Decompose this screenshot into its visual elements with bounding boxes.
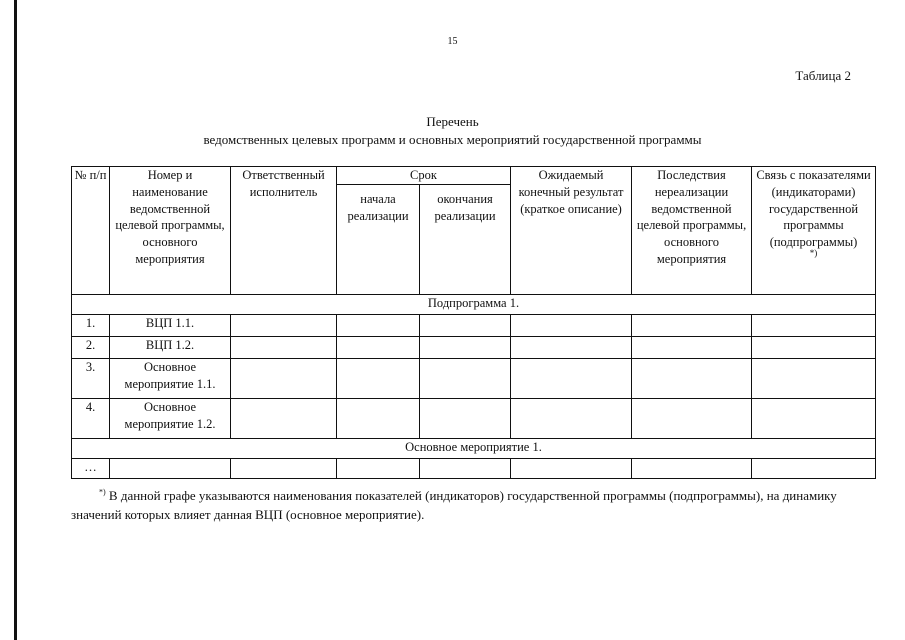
- header-link-footnote-mark: *): [809, 247, 818, 258]
- row-cell: [337, 359, 420, 399]
- table-label: Таблица 2: [795, 68, 851, 83]
- row-cell: [337, 459, 420, 479]
- row-name: Основное мероприятие 1.1.: [110, 359, 231, 399]
- row-cell: [511, 337, 632, 359]
- row-num: 1.: [72, 315, 110, 337]
- table-row: [72, 399, 876, 439]
- row-cell: [420, 399, 511, 439]
- header-result: Ожидаемый конечный результат (краткое описание): [511, 167, 632, 295]
- row-cell: [337, 337, 420, 359]
- header-executor: Ответственный исполнитель: [231, 167, 337, 295]
- row-cell: [337, 315, 420, 337]
- row-cell: [752, 399, 876, 439]
- header-link: [752, 167, 876, 295]
- header-term-start: начала реализации: [337, 185, 420, 295]
- row-cell: [231, 337, 337, 359]
- row-ellipsis: …: [72, 459, 110, 479]
- header-link-text: Связь с показателями (индикаторами) государственной программы (подпрограммы): [756, 168, 871, 250]
- row-cell: [752, 459, 876, 479]
- footnote-mark: *): [99, 487, 106, 497]
- header-num: № п/п: [72, 167, 110, 295]
- row-cell: [632, 359, 752, 399]
- table-row: [72, 337, 876, 359]
- header-consequences: Последствия нереализации ведомственной целевой программы, основного мероприятия: [632, 167, 752, 295]
- row-cell: [420, 359, 511, 399]
- section-subprogram-label: Подпрограмма 1.: [72, 295, 876, 315]
- row-cell: [231, 399, 337, 439]
- row-cell: [420, 459, 511, 479]
- row-cell: [231, 315, 337, 337]
- row-name: ВЦП 1.1.: [110, 315, 231, 337]
- row-name: Основное мероприятие 1.2.: [110, 399, 231, 439]
- row-cell: [110, 459, 231, 479]
- row-cell: [337, 399, 420, 439]
- row-cell: [752, 315, 876, 337]
- header-name: Номер и наименование ведомственной целевой программы, основного мероприятия: [110, 167, 231, 295]
- row-cell: [511, 399, 632, 439]
- row-num: 2.: [72, 337, 110, 359]
- row-cell: [511, 359, 632, 399]
- document-subtitle: ведомственных целевых программ и основных мероприятий государственной программы: [203, 132, 702, 147]
- row-cell: [231, 459, 337, 479]
- header-term: Срок: [337, 167, 511, 185]
- table-row: [72, 359, 876, 399]
- row-cell: [511, 459, 632, 479]
- page-number: 15: [447, 36, 458, 47]
- row-cell: [511, 315, 632, 337]
- footnote: [71, 486, 877, 524]
- footnote-text: В данной графе указываются наименования показателей (индикаторов) государственной программы (подпрограммы), на динамику значений которых влияет данная ВЦП (основное мероприятие).: [71, 488, 837, 522]
- section-row-subprogram: [72, 295, 876, 315]
- row-cell: [420, 337, 511, 359]
- row-cell: [632, 399, 752, 439]
- document-title: Перечень: [426, 114, 479, 129]
- row-cell: [420, 315, 511, 337]
- row-num: 4.: [72, 399, 110, 439]
- row-cell: [752, 359, 876, 399]
- section-main-activity-label: Основное мероприятие 1.: [72, 439, 876, 459]
- section-row-main-activity: [72, 439, 876, 459]
- row-num: 3.: [72, 359, 110, 399]
- row-cell: [752, 337, 876, 359]
- programs-table: [71, 166, 876, 479]
- row-cell: [632, 459, 752, 479]
- table-row: [72, 459, 876, 479]
- row-cell: [632, 337, 752, 359]
- header-term-end: окончания реализации: [420, 185, 511, 295]
- table-row: [72, 315, 876, 337]
- left-margin-bar: [14, 0, 17, 640]
- row-cell: [231, 359, 337, 399]
- row-cell: [632, 315, 752, 337]
- row-name: ВЦП 1.2.: [110, 337, 231, 359]
- header-row: [72, 167, 876, 185]
